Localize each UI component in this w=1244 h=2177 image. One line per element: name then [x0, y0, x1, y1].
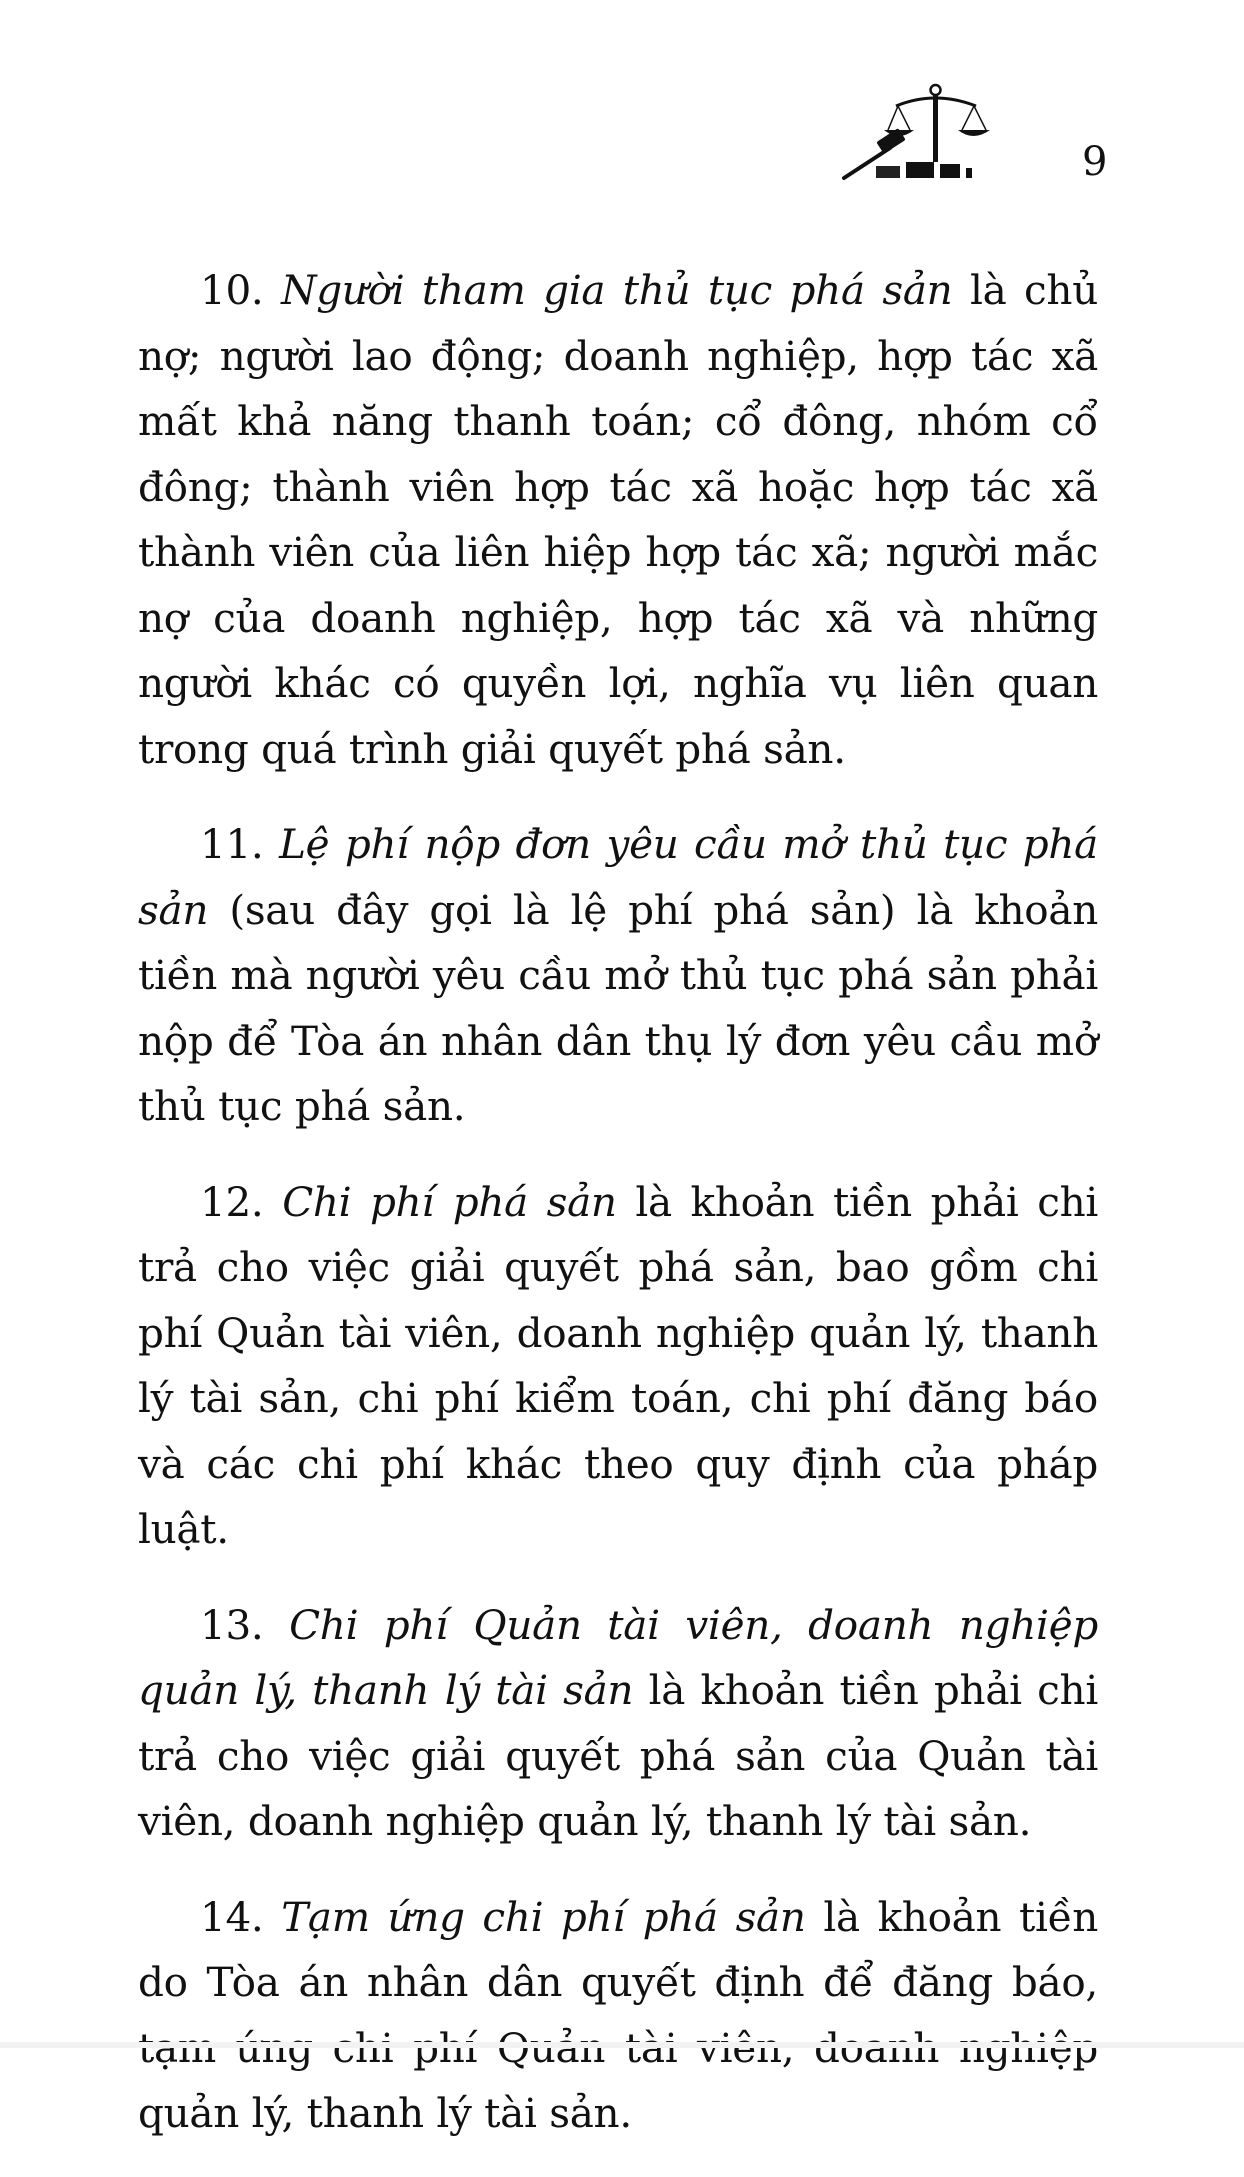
definition-text: là khoản tiền do Tòa án nhân dân quyết định để đăng báo, quản lý, thanh lý tài sản. [138, 1892, 1099, 2137]
definition-paragraph [138, 1593, 1098, 1855]
definition-paragraph [138, 258, 1098, 782]
definition-text: là chủ nợ; người lao động; doanh nghiệp, hợp tác xã mất khả năng thanh toán; cổ đông, nhóm cổ đông; thành viên hợp tác xã hoặc hợp tác xã thành viên của liên hiệp hợp tác xã; người mắc nợ của doanh nghiệp, hợp tác xã và những người khác có quyền lợi, nghĩa vụ liên quan trong quá trình giải quyết phá sản. [138, 266, 1099, 773]
clause-number: 14. [200, 1892, 264, 1941]
clause-number: 13. [200, 1600, 264, 1649]
defined-term: Tạm ứng chi phí phá sản [281, 1892, 806, 1941]
definition-paragraph [138, 1170, 1098, 1563]
page-edge [0, 2042, 1244, 2048]
definition-paragraph [138, 812, 1098, 1140]
definition-text: là khoản tiền phải chi trả cho việc giải quyết phá sản của Quản tài viên, doanh nghiệp quản lý, thanh lý tài sản. [138, 1666, 1098, 1845]
definition-text: (sau đây gọi là lệ phí phá sản) là khoản tiền mà người yêu cầu mở thủ tục phá sản phải nộp để Tòa án nhân dân thụ lý đơn yêu cầu mở thủ tục phá sản. [138, 885, 1098, 1130]
clause-number: 11. [200, 820, 264, 868]
body-text [138, 258, 1098, 2177]
defined-term: Chi phí Quản tài viên, doanh nghiệp quản lý, thanh lý tài sản [138, 1600, 1098, 1714]
defined-term: Lệ phí nộp đơn yêu cầu mở thủ tục phá sản [138, 820, 1098, 934]
clause-number: 10. [200, 266, 264, 314]
definition-text: là khoản tiền phải chi trả cho việc giải quyết phá sản, bao gồm chi phí Quản tài viên, doanh nghiệp quản lý, thanh lý tài sản, chi phí kiểm toán, chi phí đăng báo và các chi phí khác theo quy định của pháp luật. [138, 1177, 1099, 1553]
defined-term: Người tham gia thủ tục phá sản [281, 266, 953, 314]
scales-of-justice-gavel-icon [838, 78, 1018, 193]
clause-number: 12. [200, 1177, 264, 1226]
page-number: 9 [1082, 139, 1108, 185]
definition-paragraph [138, 1885, 1098, 2147]
defined-term: Chi phí phá sản [282, 1177, 617, 1226]
